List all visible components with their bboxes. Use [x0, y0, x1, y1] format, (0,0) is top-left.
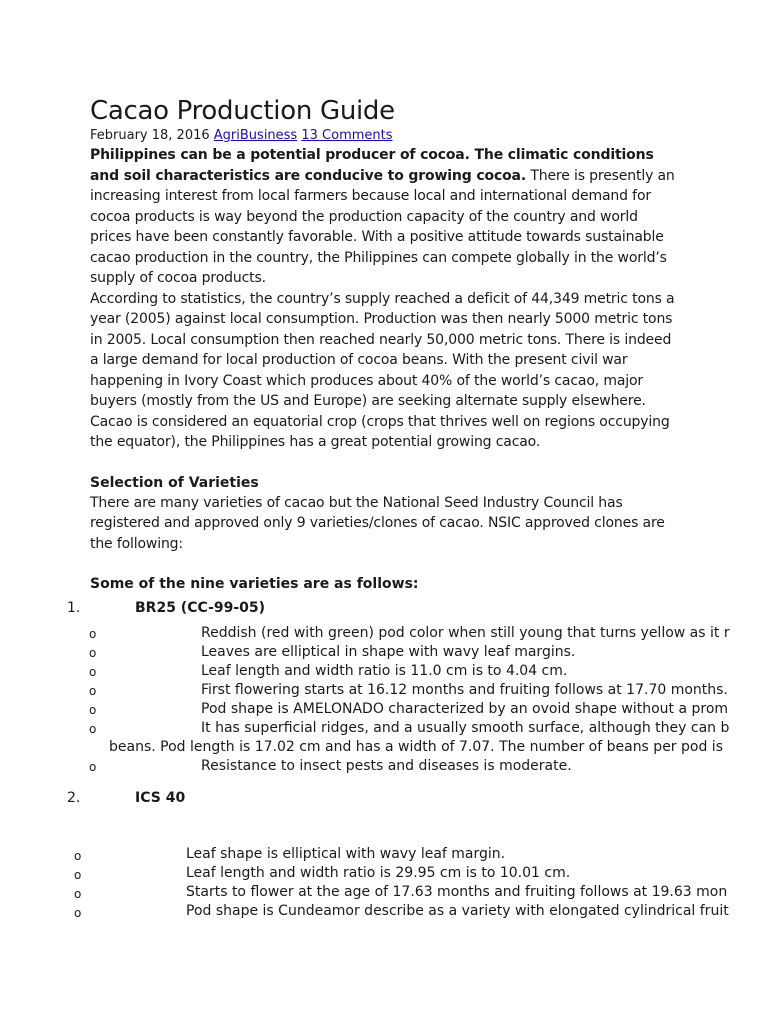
- list-item: Pod shape is AMELONADO characterized by an ovoid shape without a prom: [201, 701, 729, 717]
- comments-link[interactable]: 13 Comments: [301, 128, 393, 143]
- page-title: Cacao Production Guide: [90, 96, 395, 126]
- intro-text: There is presently an increasing interest from local farmers because local and international demand for cocoa products is way beyond the production capacity of the country and world prices have been constantly favorable. With a positive attitude towards sustainable cacao production in the country, the Philippines can compete globally in the world’s supply of cocoa products.: [90, 167, 675, 286]
- section-heading: Selection of Varieties: [90, 474, 259, 491]
- list-item: First flowering starts at 16.12 months and fruiting follows at 17.70 months.: [201, 682, 728, 698]
- bullet-icon: o: [89, 703, 97, 717]
- list-item: Leaf shape is elliptical with wavy leaf margin.: [186, 846, 506, 862]
- list-item: Leaf length and width ratio is 11.0 cm is to 4.04 cm.: [201, 663, 568, 679]
- bullet-icon: o: [89, 646, 97, 660]
- list-item: It has superficial ridges, and a usually smooth surface, although they can b: [201, 720, 730, 736]
- statistics-paragraph: According to statistics, the country’s supply reached a deficit of 44,349 metric tons a year (2005) against local consumption. Production was then nearly 5000 metric tons in 2005. Local consumption then reached nearly 50,000 metric tons. There is indeed a large demand for local production of cocoa beans. With the present civil war happening in Ivory Coast which produces about 40% of the world’s cacao, major buyers (mostly from the US and Europe) are seeking alternate supply elsewhere. Cacao is considered an equatorial crop (crops that thrives well on regions occupying the equator), the Philippines has a great potential growing cacao.: [90, 290, 675, 450]
- category-link[interactable]: AgriBusiness: [213, 128, 298, 143]
- list-item: Leaf length and width ratio is 29.95 cm is to 10.01 cm.: [186, 865, 571, 881]
- list-item: Reddish (red with green) pod color when still young that turns yellow as it r: [201, 625, 730, 641]
- list-number: 1.: [67, 600, 81, 616]
- variety-name: BR25 (CC-99-05): [135, 600, 266, 616]
- bullet-icon: o: [89, 760, 97, 774]
- bullet-icon: o: [89, 722, 97, 736]
- post-meta: [90, 127, 690, 145]
- list-item-continuation: beans. Pod length is 17.02 cm and has a width of 7.07. The number of beans per pod is: [109, 739, 723, 755]
- bullet-icon: o: [74, 868, 82, 882]
- bullet-icon: o: [74, 849, 82, 863]
- post-date: February 18, 2016: [90, 128, 210, 143]
- list-item: Resistance to insect pests and diseases is moderate.: [201, 758, 572, 774]
- variety-name: ICS 40: [135, 790, 186, 806]
- list-item: Starts to flower at the age of 17.63 months and fruiting follows at 19.63 mon: [186, 884, 728, 900]
- intro-paragraph: [90, 145, 682, 289]
- bullet-icon: o: [74, 887, 82, 901]
- varieties-heading: Some of the nine varieties are as follows:: [90, 576, 419, 592]
- list-number: 2.: [67, 790, 81, 806]
- bullet-icon: o: [74, 906, 82, 920]
- list-item: Pod shape is Cundeamor describe as a variety with elongated cylindrical fruit: [186, 903, 729, 919]
- list-item: Leaves are elliptical in shape with wavy leaf margins.: [201, 644, 576, 660]
- section-paragraph: There are many varieties of cacao but the National Seed Industry Council has registered and approved only 9 varieties/clones of cacao. NSIC approved clones are the following:: [90, 494, 665, 552]
- bullet-icon: o: [89, 627, 97, 641]
- intro-bold-text: Philippines can be a potential producer of cocoa. The climatic conditions and soil characteristics are conducive to growing cocoa.: [90, 147, 654, 184]
- article: [90, 96, 690, 594]
- bullet-icon: o: [89, 684, 97, 698]
- bullet-icon: o: [89, 665, 97, 679]
